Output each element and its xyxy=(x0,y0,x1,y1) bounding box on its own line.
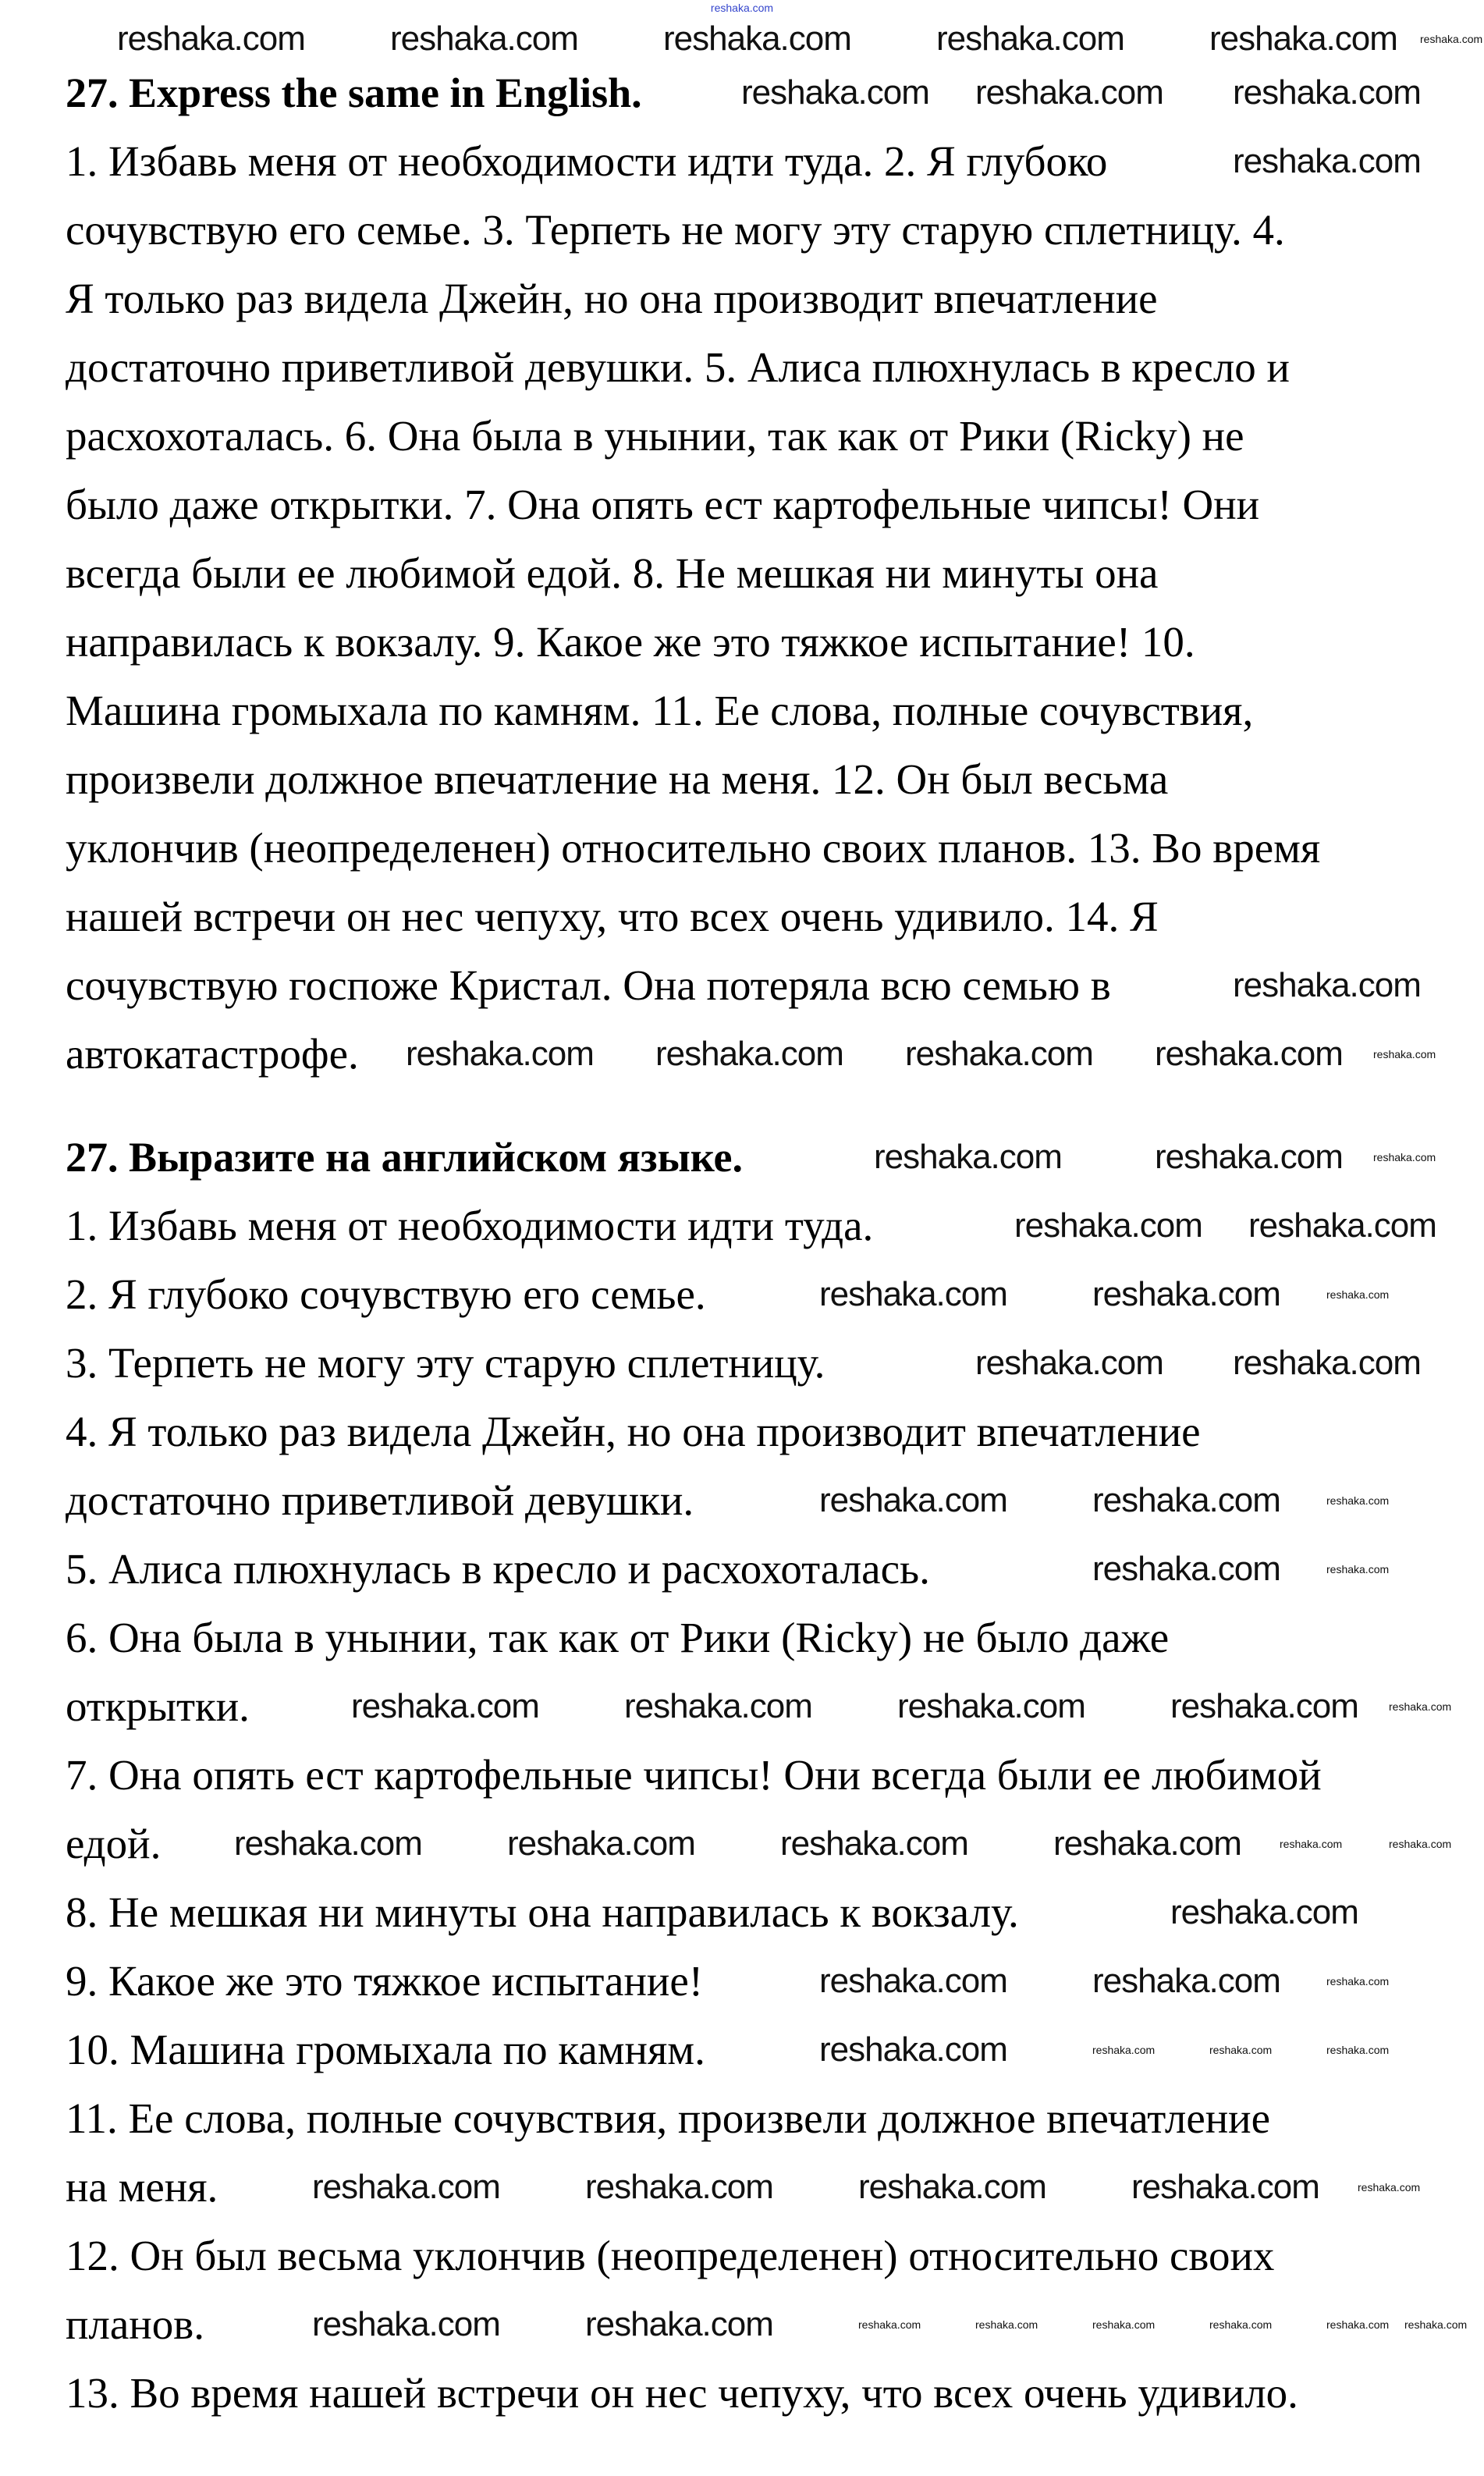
watermark-text: reshaka.com xyxy=(819,1275,1007,1313)
text-line: нашей встречи он нес чепуху, что всех очень удивило. 14. Я xyxy=(66,893,1159,940)
text-line: расхохоталась. 6. Она была в унынии, так как от Рики (Ricky) не xyxy=(66,412,1244,460)
watermark-text: reshaka.com xyxy=(1131,2168,1319,2206)
watermark-text: reshaka.com xyxy=(874,1138,1062,1176)
watermark-text: reshaka.com xyxy=(406,1035,594,1073)
text-line: уклончив (неопределенен) относительно своих планов. 13. Во время xyxy=(66,824,1321,872)
watermark-text: reshaka.com xyxy=(1053,1824,1241,1863)
watermark-text: reshaka.com xyxy=(1326,2318,1390,2331)
watermark-text: reshaka.com xyxy=(1092,1275,1280,1313)
watermark-text: reshaka.com xyxy=(234,1824,422,1863)
watermark-text: reshaka.com xyxy=(1092,1481,1280,1519)
watermark-text: reshaka.com xyxy=(1209,2318,1273,2331)
watermark-text: reshaka.com xyxy=(312,2168,500,2206)
text-line: произвели должное впечатление на меня. 12. Он был весьма xyxy=(66,755,1169,803)
section-title-ru: 27. Выразите на английском языке. xyxy=(66,1134,743,1181)
text-line: 8. Не мешкая ни минуты она направилась к вокзалу. xyxy=(66,1888,1019,1936)
watermark-text: reshaka.com xyxy=(1209,2044,1273,2056)
watermark-text: reshaka.com xyxy=(741,73,929,112)
watermark-text: reshaka.com xyxy=(1233,142,1421,180)
text-line: направилась к вокзалу. 9. Какое же это тяжкое испытание! 10. xyxy=(66,618,1195,666)
watermark-text: reshaka.com xyxy=(507,1824,695,1863)
watermark-text: reshaka.com xyxy=(819,2030,1007,2069)
text-line: 10. Машина громыхала по камням. xyxy=(66,2026,705,2073)
text-line: 6. Она была в унынии, так как от Рики (Ricky) не было даже xyxy=(66,1614,1170,1661)
text-line: 13. Во время нашей встречи он нес чепуху, что всех очень удивило. xyxy=(66,2369,1298,2417)
watermark-text: reshaka.com xyxy=(1373,1048,1436,1060)
watermark-text: reshaka.com xyxy=(1092,2318,1156,2331)
watermark-text: reshaka.com xyxy=(1280,1838,1343,1850)
watermark-text: reshaka.com xyxy=(117,20,305,58)
watermark-text: reshaka.com xyxy=(1326,1563,1390,1575)
text-line: 11. Ее слова, полные сочувствия, произвели должное впечатление xyxy=(66,2094,1271,2142)
watermark-text: reshaka.com xyxy=(1248,1206,1436,1245)
text-line: всегда были ее любимой едой. 8. Не мешкая ни минуты она xyxy=(66,549,1159,597)
watermark-text: reshaka.com xyxy=(624,1687,812,1725)
watermark-text: reshaka.com xyxy=(351,1687,539,1725)
watermark-text: reshaka.com xyxy=(390,20,578,58)
watermark-text: reshaka.com xyxy=(1326,1975,1390,1988)
watermark-text: reshaka.com xyxy=(1326,2044,1390,2056)
watermark-text: reshaka.com xyxy=(1389,1700,1452,1713)
watermark-text: reshaka.com xyxy=(897,1687,1085,1725)
watermark-text: reshaka.com xyxy=(1404,2318,1468,2331)
text-line: было даже открытки. 7. Она опять ест картофельные чипсы! Они xyxy=(66,481,1260,528)
watermark-text: reshaka.com xyxy=(1092,1962,1280,2000)
watermark-text: reshaka.com xyxy=(585,2168,773,2206)
watermark-text: reshaka.com xyxy=(975,2318,1038,2331)
text-line: 12. Он был весьма уклончив (неопределенен) относительно своих xyxy=(66,2232,1275,2279)
text-line: 9. Какое же это тяжкое испытание! xyxy=(66,1957,704,2005)
text-line: 1. Избавь меня от необходимости идти туда. xyxy=(66,1202,874,1249)
text-line: 4. Я только раз видела Джейн, но она производит впечатление xyxy=(66,1408,1201,1455)
watermark-text: reshaka.com xyxy=(1326,1288,1390,1301)
text-line: 5. Алиса плюхнулась в кресло и расхохоталась. xyxy=(66,1545,930,1593)
watermark-text: reshaka.com xyxy=(663,20,851,58)
watermark-text: reshaka.com xyxy=(655,1035,843,1073)
watermark-text: reshaka.com xyxy=(975,1344,1163,1382)
text-line: на меня. xyxy=(66,2163,218,2211)
watermark-text: reshaka.com xyxy=(1233,1344,1421,1382)
text-line: 1. Избавь меня от необходимости идти туда. 2. Я глубоко xyxy=(66,137,1108,185)
watermark-text: reshaka.com xyxy=(936,20,1124,58)
section-text-en xyxy=(66,127,1320,1089)
watermark-text: reshaka.com xyxy=(1373,1151,1436,1163)
watermark-text: reshaka.com xyxy=(1155,1138,1343,1176)
text-line: планов. xyxy=(66,2300,204,2348)
text-line: открытки. xyxy=(66,1682,250,1730)
text-line: Машина громыхала по камням. 11. Ее слова, полные сочувствия, xyxy=(66,687,1254,734)
text-line: 7. Она опять ест картофельные чипсы! Они всегда были ее любимой xyxy=(66,1751,1322,1799)
watermark-text: reshaka.com xyxy=(1233,73,1421,112)
text-line: сочувствую его семье. 3. Терпеть не могу эту старую сплетницу. 4. xyxy=(66,206,1285,254)
watermark-text: reshaka.com xyxy=(1209,20,1397,58)
text-line: 3. Терпеть не могу эту старую сплетницу. xyxy=(66,1339,825,1387)
watermark-text: reshaka.com xyxy=(819,1481,1007,1519)
text-line: сочувствую госпоже Кристал. Она потеряла всю семью в xyxy=(66,961,1111,1009)
watermark-text: reshaka.com xyxy=(905,1035,1093,1073)
watermark-text: reshaka.com xyxy=(585,2305,773,2343)
watermark-text: reshaka.com xyxy=(1326,1494,1390,1507)
watermark-text: reshaka.com xyxy=(1014,1206,1202,1245)
text-line: автокатастрофе. xyxy=(66,1030,359,1078)
watermark-text: reshaka.com xyxy=(1092,1550,1280,1588)
text-line: едой. xyxy=(66,1820,162,1867)
top-watermark: reshaka.com xyxy=(710,2,774,14)
watermark-text: reshaka.com xyxy=(780,1824,968,1863)
text-line: достаточно приветливой девушки. 5. Алиса плюхнулась в кресло и xyxy=(66,343,1290,391)
watermark-text: reshaka.com xyxy=(1389,1838,1452,1850)
watermark-text: reshaka.com xyxy=(975,73,1163,112)
watermark-text: reshaka.com xyxy=(858,2168,1046,2206)
watermark-text: reshaka.com xyxy=(1170,1687,1358,1725)
section-title-en: 27. Express the same in English. xyxy=(66,69,642,116)
watermark-text: reshaka.com xyxy=(1155,1035,1343,1073)
watermark-text: reshaka.com xyxy=(1358,2181,1421,2194)
watermark-text: reshaka.com xyxy=(1092,2044,1156,2056)
text-line: Я только раз видела Джейн, но она производит впечатление xyxy=(66,275,1158,322)
watermark-text: reshaka.com xyxy=(1233,966,1421,1004)
watermark-text: reshaka.com xyxy=(1170,1893,1358,1931)
text-line: 2. Я глубоко сочувствую его семье. xyxy=(66,1270,706,1318)
text-line: достаточно приветливой девушки. xyxy=(66,1476,694,1524)
watermark-text: reshaka.com xyxy=(312,2305,500,2343)
watermark-text: reshaka.com xyxy=(1420,33,1483,45)
watermark-text: reshaka.com xyxy=(858,2318,921,2331)
watermark-text: reshaka.com xyxy=(819,1962,1007,2000)
